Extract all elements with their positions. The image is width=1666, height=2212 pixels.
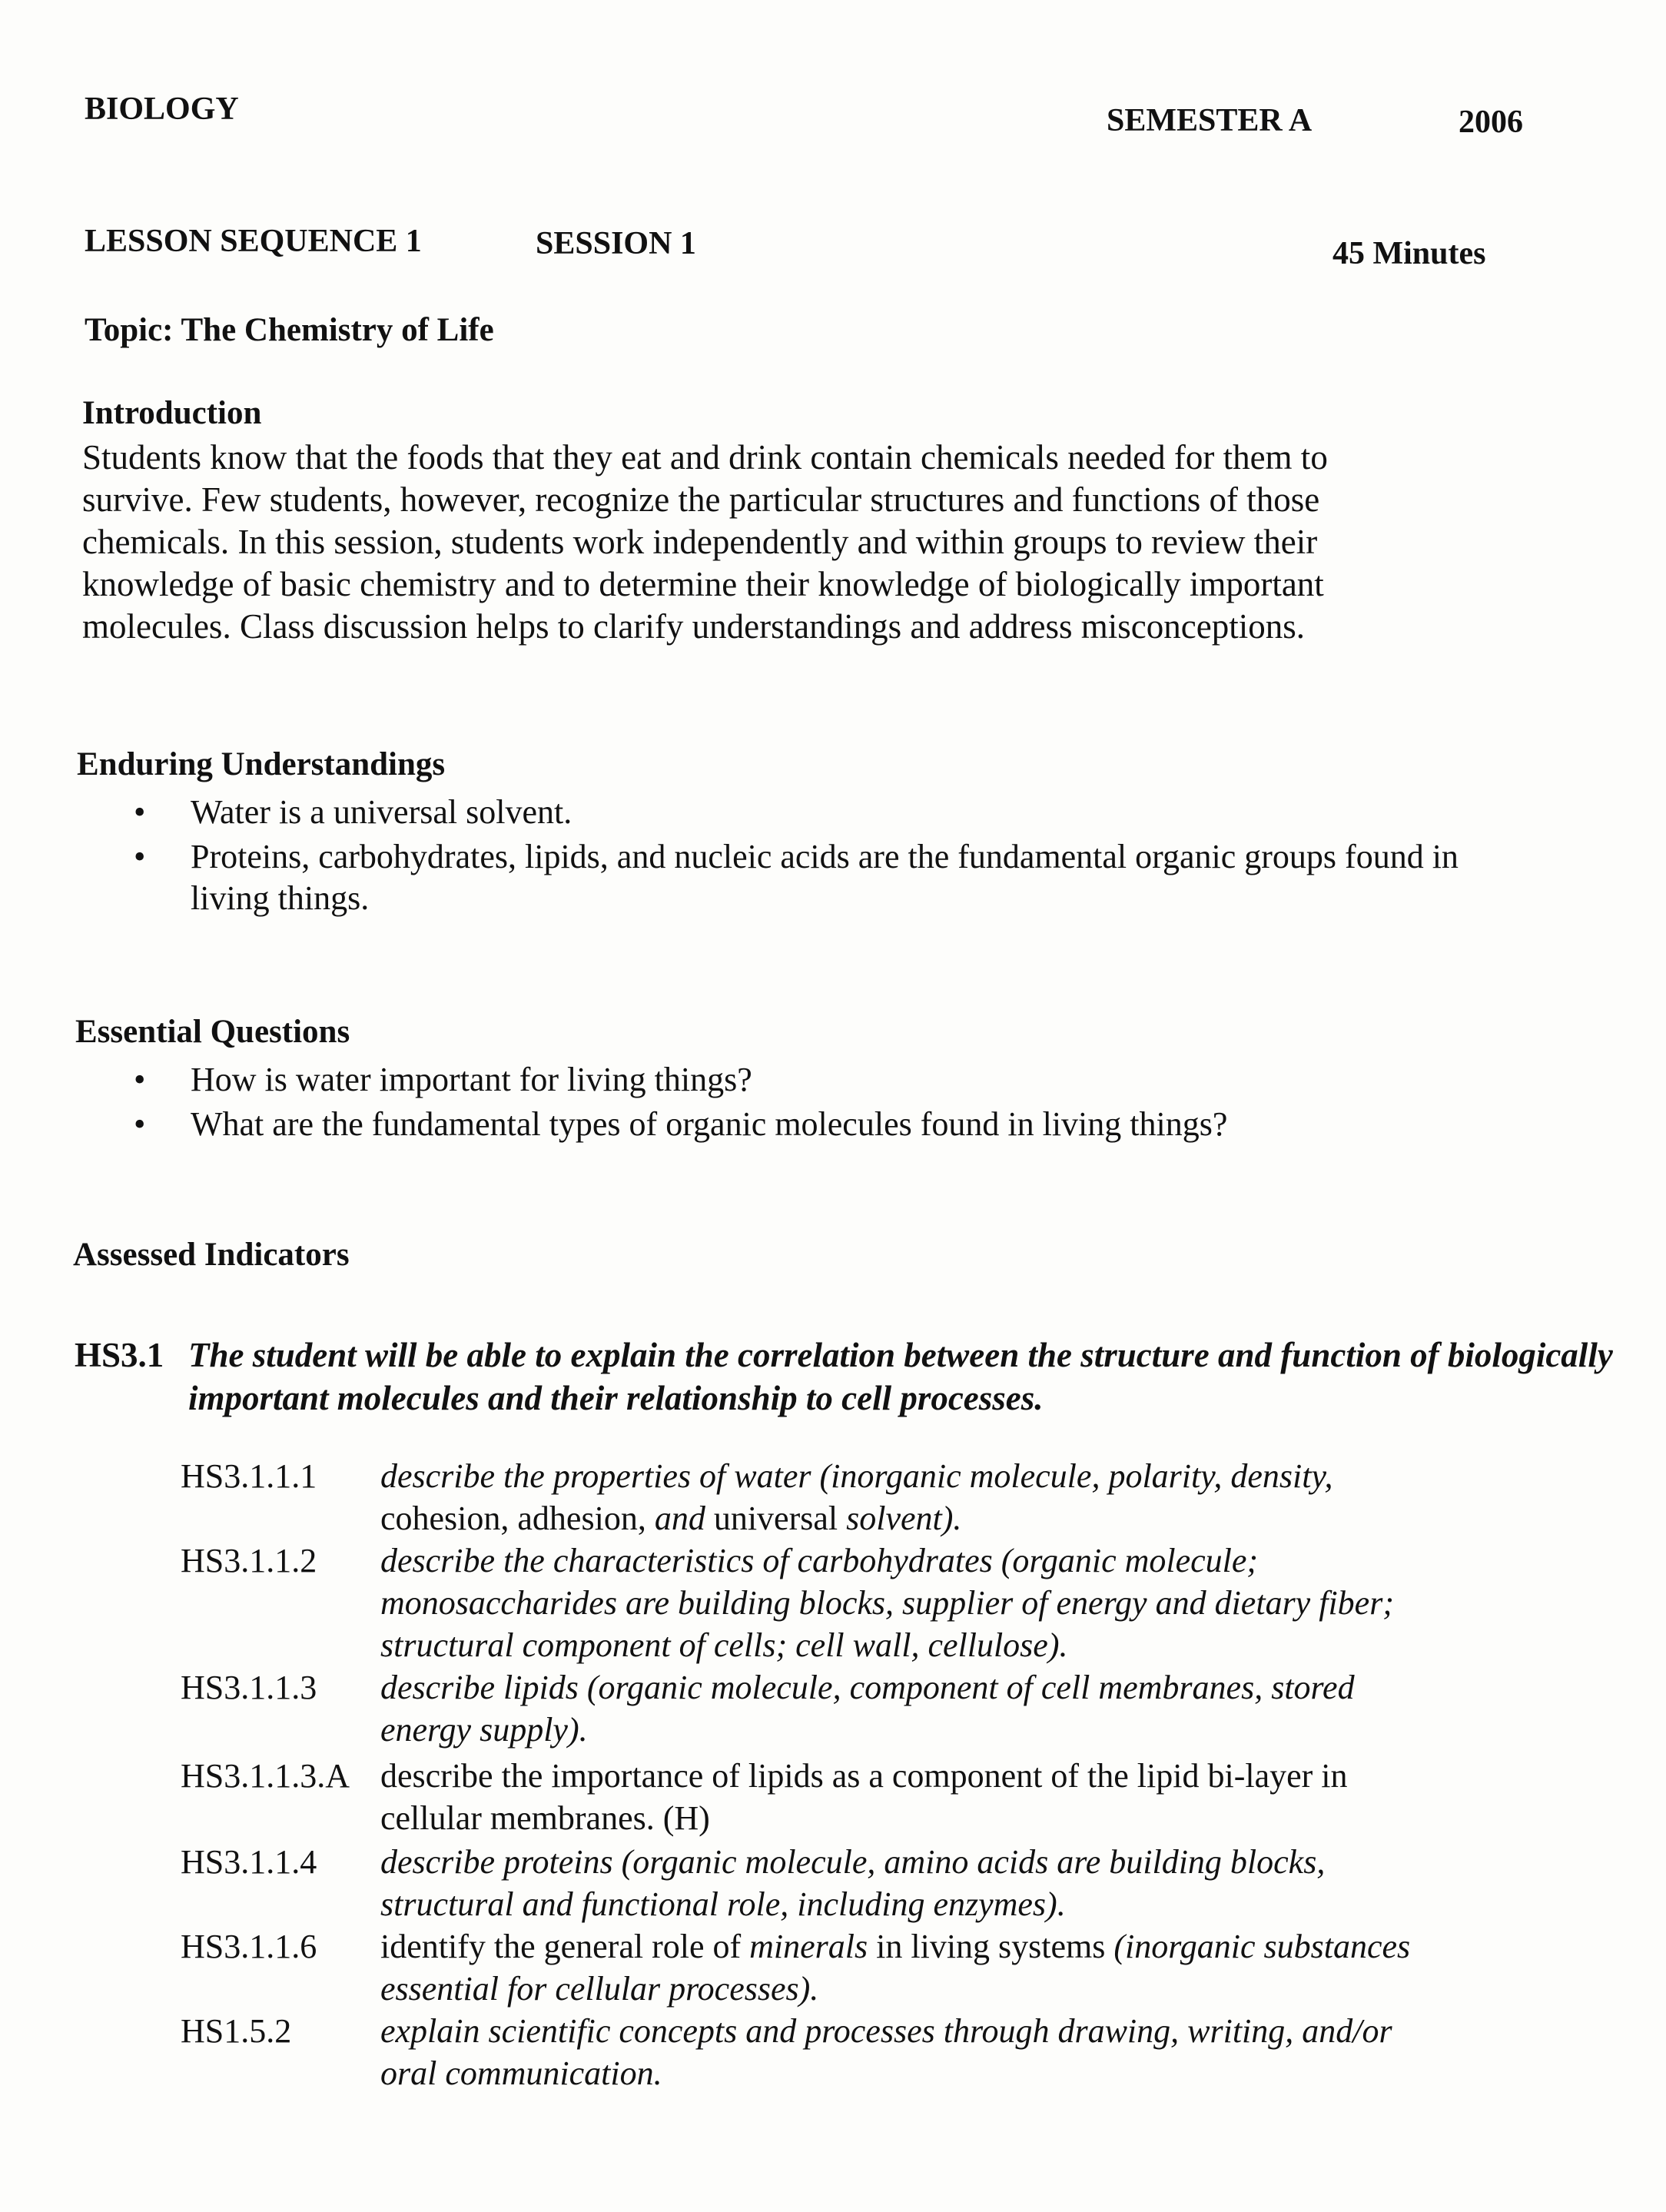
list-item: • What are the fundamental types of organic molecules found in living things? xyxy=(129,1104,1512,1145)
questions-heading: Essential Questions xyxy=(75,1014,350,1050)
indicator-line: structural component of cells; cell wall, cellulose). xyxy=(380,1626,1068,1664)
intro-line: molecules. Class discussion helps to clarify understandings and address misconceptions. xyxy=(82,607,1305,646)
indicator-code: HS3.1.1.3.A xyxy=(181,1757,350,1795)
intro-line: knowledge of basic chemistry and to determine their knowledge of biologically important xyxy=(82,565,1324,603)
indicator-line: energy supply). xyxy=(380,1711,588,1749)
semester-label: SEMESTER A xyxy=(1107,103,1313,138)
indicator-code: HS3.1.1.1 xyxy=(181,1457,317,1495)
enduring-list xyxy=(129,792,1512,922)
indicator-line: explain scientific concepts and processes through drawing, writing, and/or xyxy=(380,2012,1392,2050)
indicator-text: minerals xyxy=(749,1928,868,1965)
subject-label: BIOLOGY xyxy=(85,91,239,127)
introduction-paragraph xyxy=(82,437,1527,648)
indicator-code: HS3.1.1.2 xyxy=(181,1542,317,1579)
indicator-line xyxy=(380,1497,1666,1539)
indicator-text: universal xyxy=(705,1500,847,1537)
indicator-text: (inorganic substances xyxy=(1113,1928,1411,1965)
indicator-code: HS3.1.1.4 xyxy=(181,1843,317,1881)
indicator-line: describe lipids (organic molecule, component of cell membranes, stored xyxy=(380,1669,1355,1706)
indicator-line: essential for cellular processes). xyxy=(380,1970,819,2008)
indicator-text: solvent). xyxy=(846,1500,962,1537)
indicator-text: in living systems xyxy=(868,1928,1114,1965)
list-item: • How is water important for living things? xyxy=(129,1059,1512,1101)
indicator-line: monosaccharides are building blocks, supplier of energy and dietary fiber; xyxy=(380,1584,1394,1622)
intro-line: chemicals. In this session, students work independently and within groups to review their xyxy=(82,523,1318,561)
year-label: 2006 xyxy=(1459,105,1523,140)
lesson-sequence: LESSON SEQUENCE 1 xyxy=(85,224,422,259)
list-item: • Proteins, carbohydrates, lipids, and nucleic acids are the fundamental organic groups found in living things. xyxy=(129,836,1512,919)
indicator-text: cohesion, adhesion, xyxy=(380,1500,655,1537)
indicators-heading: Assessed Indicators xyxy=(73,1237,350,1273)
list-item: • Water is a universal solvent. xyxy=(129,792,1512,833)
introduction-heading: Introduction xyxy=(82,395,262,431)
indicator-line: oral communication. xyxy=(380,2054,662,2092)
lesson-session: SESSION 1 xyxy=(536,226,696,261)
indicator-line: describe proteins (organic molecule, amino acids are building blocks, xyxy=(380,1843,1326,1881)
indicator-line: describe the properties of water (inorganic molecule, polarity, density, xyxy=(380,1457,1333,1495)
lesson-duration: 45 Minutes xyxy=(1332,236,1486,271)
intro-line: Students know that the foods that they eat and drink contain chemicals needed for them to xyxy=(82,438,1328,477)
indicator-code: HS3.1.1.6 xyxy=(181,1928,317,1965)
indicator-code: HS1.5.2 xyxy=(181,2012,292,2050)
questions-list xyxy=(129,1059,1512,1148)
indicator-text: and xyxy=(654,1500,705,1537)
indicator-line: describe the characteristics of carbohydrates (organic molecule; xyxy=(380,1542,1259,1579)
indicator-line: describe the importance of lipids as a component of the lipid bi-layer in xyxy=(380,1757,1348,1795)
standard-text: The student will be able to explain the correlation between the structure and function of biologically important molecules and their relationship to cell processes. xyxy=(188,1336,1613,1417)
indicator-code: HS3.1.1.3 xyxy=(181,1669,317,1706)
intro-line: survive. Few students, however, recognize the particular structures and functions of those xyxy=(82,480,1320,519)
indicator-line: structural and functional role, including enzymes). xyxy=(380,1885,1066,1923)
topic-title: Topic: The Chemistry of Life xyxy=(85,312,494,348)
indicator-line xyxy=(380,1925,1666,1968)
standard-code: HS3.1 xyxy=(75,1336,164,1374)
enduring-heading: Enduring Understandings xyxy=(77,746,446,782)
indicator-line: cellular membranes. (H) xyxy=(380,1799,710,1837)
indicator-text: identify the general role of xyxy=(380,1928,750,1965)
